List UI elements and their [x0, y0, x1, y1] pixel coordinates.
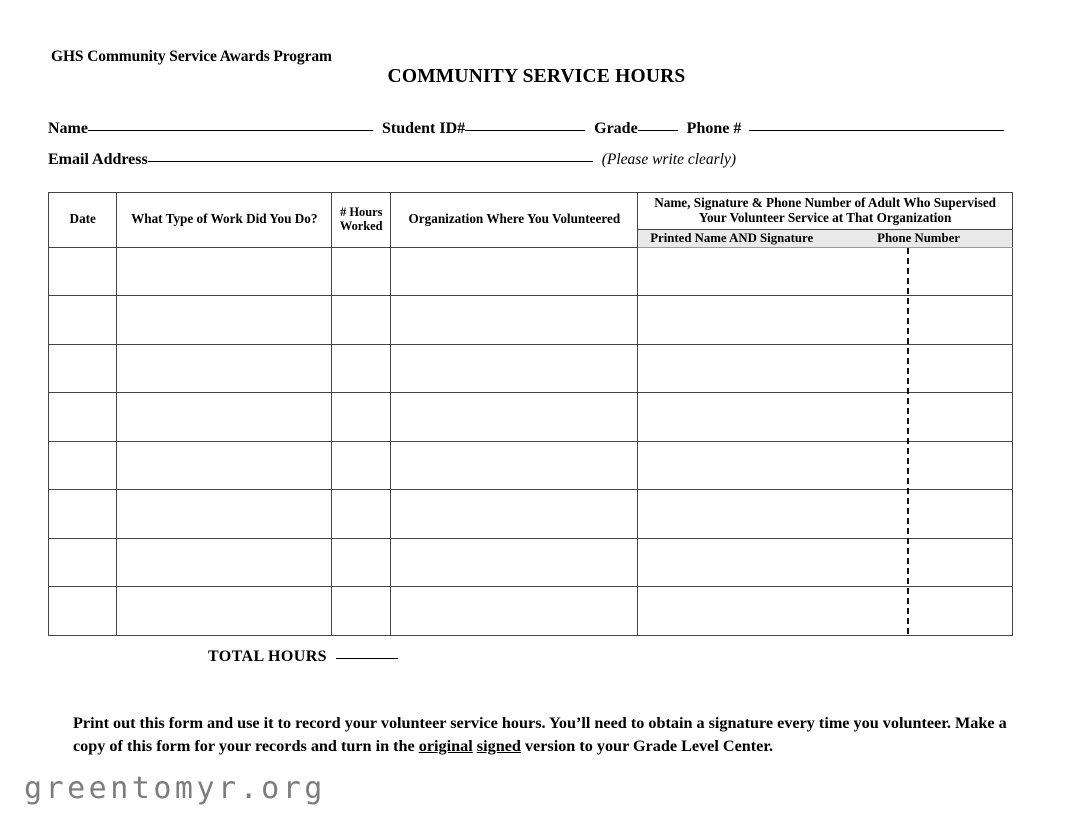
cell-hours[interactable] — [332, 490, 391, 539]
cell-hours[interactable] — [332, 441, 391, 490]
cell-phone-number[interactable] — [825, 441, 1012, 490]
cell-date[interactable] — [49, 344, 117, 393]
cell-printed-name-signature[interactable] — [638, 441, 825, 490]
email-field-rule[interactable] — [148, 161, 593, 162]
cell-hours[interactable] — [332, 587, 391, 636]
cell-date[interactable] — [49, 296, 117, 345]
table-row[interactable] — [49, 344, 1013, 393]
cell-work-type[interactable] — [117, 490, 332, 539]
column-header-supervisor — [638, 193, 1013, 230]
cell-hours[interactable] — [332, 538, 391, 587]
table-row[interactable] — [49, 393, 1013, 442]
cell-phone-number[interactable] — [825, 393, 1012, 442]
email-note: (Please write clearly) — [601, 151, 737, 168]
cell-work-type[interactable] — [117, 296, 332, 345]
grade-field-rule[interactable] — [638, 130, 678, 131]
cell-organization[interactable] — [391, 344, 638, 393]
cell-organization[interactable] — [391, 393, 638, 442]
instructions-paragraph — [73, 712, 1028, 758]
cell-printed-name-signature[interactable] — [638, 296, 825, 345]
cell-work-type[interactable] — [117, 441, 332, 490]
instructions-underline-signed: signed — [476, 737, 521, 756]
cell-organization[interactable] — [391, 441, 638, 490]
table-row[interactable] — [49, 441, 1013, 490]
cell-phone-number[interactable] — [825, 490, 1012, 539]
total-hours-field-rule[interactable] — [336, 658, 398, 659]
subheader-phone-number: Phone Number — [825, 229, 1012, 247]
signature-phone-divider — [907, 248, 909, 634]
cell-phone-number[interactable] — [825, 538, 1012, 587]
cell-date[interactable] — [49, 247, 117, 296]
cell-phone-number[interactable] — [825, 344, 1012, 393]
email-label: Email Address — [48, 151, 148, 168]
cell-phone-number[interactable] — [825, 587, 1012, 636]
cell-printed-name-signature[interactable] — [638, 344, 825, 393]
student-id-label: Student ID# — [381, 120, 466, 137]
cell-date[interactable] — [49, 441, 117, 490]
page-title: COMMUNITY SERVICE HOURS — [387, 66, 686, 87]
cell-printed-name-signature[interactable] — [638, 247, 825, 296]
table-row[interactable] — [49, 247, 1013, 296]
cell-work-type[interactable] — [117, 393, 332, 442]
phone-label: Phone # — [686, 120, 742, 137]
grade-label: Grade — [594, 120, 638, 137]
cell-hours[interactable] — [332, 296, 391, 345]
cell-organization[interactable] — [391, 247, 638, 296]
identity-line — [48, 120, 1004, 138]
community-service-hours-table — [48, 192, 1013, 636]
name-label: Name — [48, 120, 88, 137]
email-line — [48, 151, 736, 169]
total-hours-line — [208, 648, 398, 666]
phone-field-rule[interactable] — [749, 130, 1004, 131]
cell-printed-name-signature[interactable] — [638, 490, 825, 539]
cell-hours[interactable] — [332, 247, 391, 296]
instructions-underline-original: original — [418, 737, 473, 756]
subheader-printed-name-signature: Printed Name AND Signature — [638, 229, 825, 247]
student-id-field-rule[interactable] — [465, 130, 585, 131]
cell-date[interactable] — [49, 490, 117, 539]
column-header-work-type: What Type of Work Did You Do? — [117, 193, 332, 248]
table-row[interactable] — [49, 587, 1013, 636]
cell-organization[interactable] — [391, 587, 638, 636]
total-hours-label: TOTAL HOURS — [208, 648, 327, 665]
instructions-part3: version to your Grade Level Center. — [520, 737, 774, 756]
cell-work-type[interactable] — [117, 247, 332, 296]
cell-work-type[interactable] — [117, 587, 332, 636]
cell-organization[interactable] — [391, 296, 638, 345]
cell-work-type[interactable] — [117, 344, 332, 393]
table-header — [49, 193, 1013, 248]
table-row[interactable] — [49, 296, 1013, 345]
cell-date[interactable] — [49, 393, 117, 442]
cell-work-type[interactable] — [117, 538, 332, 587]
cell-phone-number[interactable] — [825, 247, 1012, 296]
hours-label-line1: # Hours — [340, 204, 383, 219]
hours-label-line2: Worked — [339, 218, 383, 233]
cell-hours[interactable] — [332, 393, 391, 442]
cell-printed-name-signature[interactable] — [638, 538, 825, 587]
name-field-rule[interactable] — [88, 130, 373, 131]
column-header-hours-worked — [332, 193, 391, 248]
cell-printed-name-signature[interactable] — [638, 587, 825, 636]
cell-date[interactable] — [49, 587, 117, 636]
cell-phone-number[interactable] — [825, 296, 1012, 345]
column-header-date: Date — [49, 193, 117, 248]
cell-organization[interactable] — [391, 490, 638, 539]
table-row[interactable] — [49, 490, 1013, 539]
table-body — [49, 247, 1013, 635]
cell-organization[interactable] — [391, 538, 638, 587]
column-header-organization: Organization Where You Volunteered — [391, 193, 638, 248]
supervisor-header-line1: Name, Signature & Phone Number of Adult Who Supervised — [654, 195, 997, 210]
table-header-row — [49, 193, 1013, 230]
cell-hours[interactable] — [332, 344, 391, 393]
program-title: GHS Community Service Awards Program — [51, 48, 332, 65]
supervisor-header-line2: Your Volunteer Service at That Organization — [698, 209, 952, 225]
cell-printed-name-signature[interactable] — [638, 393, 825, 442]
cell-date[interactable] — [49, 538, 117, 587]
table-row[interactable] — [49, 538, 1013, 587]
instructions-part1: Print out this form and use it to record your volunteer service hours. You’ll need to obtain a signature every time you volunteer. Make a copy of this form for your records and turn in the — [73, 714, 1007, 756]
site-watermark: greentomyr.org — [24, 771, 326, 806]
